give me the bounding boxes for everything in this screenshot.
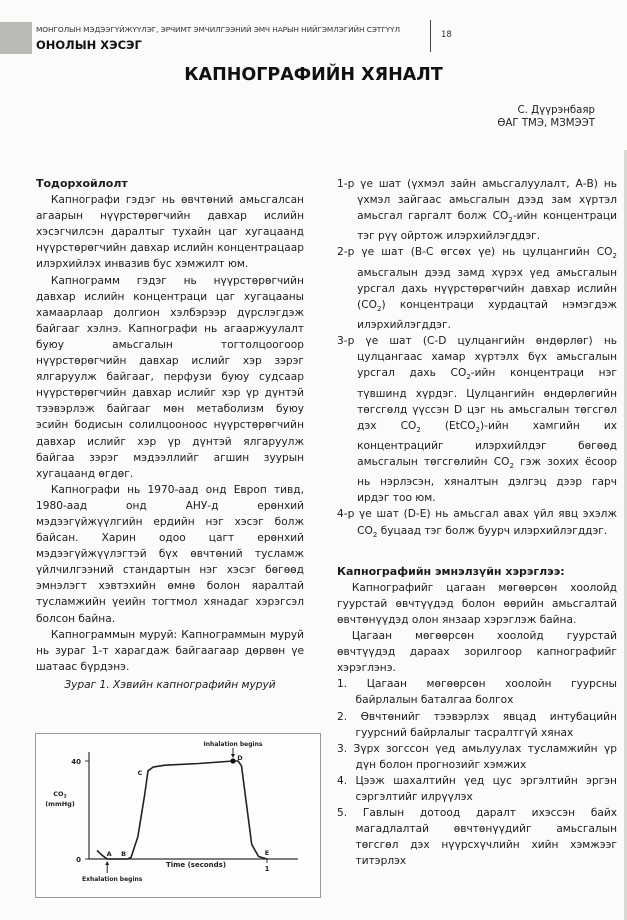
x-axis-label: Time (seconds) — [165, 861, 227, 869]
capnogram-line — [97, 761, 270, 859]
point-label: D — [237, 754, 243, 762]
section-heading-clinical-use: Капнографийн эмнэлзүйн хэрэглээ: — [337, 564, 565, 578]
right-column — [337, 176, 617, 870]
author-affiliation: ӨАГ ТМЭ, МЗМЭЭТ — [497, 118, 595, 129]
clinical-use-item: 1. Цагаан мөгөөрсөн хоолойн гуурсны байрлалын баталгаа болгох — [337, 678, 617, 707]
capnogram-figure — [35, 733, 321, 898]
clinical-use-item: 3. Зүрх зогссон үед амьлуулах тусламжийн үр дүн болон прогнозийг хэмжих — [337, 742, 617, 771]
arrowhead-icon — [231, 754, 235, 758]
article-title: КАПНОГРАФИЙН ХЯНАЛТ — [184, 65, 443, 85]
paragraph: Капнографи гэдэг нь өвчтөний амьсгалсан агаарын нүүрстөрөгчийн давхар ислийн хэсэгчилсэн даралтыг тухайн цаг хугацаанд нүүрстөрөгчийн давхар ислийн концентрацаар илэрхийлэх инвазив бус хэмжилт юм. — [36, 194, 304, 271]
clinical-use-item: 5. Гавлын дотоод даралт ихэссэн байх магадлалтай өвчтөнүүдийг амьсгалын төгсгөл дэх нүүрсхүчлийн хийн хэмжээг титэрлэх — [337, 807, 617, 868]
paragraph: Капнографийг цагаан мөгөөрсөн хоолойд гуурстай өвчтүүдэд болон өөрийн амьсгалтай өвчтөнүүдэд олон янзаар хэрэглэж байна. — [337, 581, 617, 627]
header-divider — [430, 20, 431, 52]
clinical-use-item: 2. Өвчтөнийг тээвэрлэх явцад интубацийн гуурсний байрлалыг тасралтгүй хянах — [337, 710, 617, 739]
annotation-exhalation: Exhalation begins — [82, 876, 143, 883]
paragraph: Капнограмм гэдэг нь нүүрстөрөгчийн давхар ислийн концентраци цаг хугацааны хамаарлаар долгион хэлбэрээр дүрслэгдэж байгааг хэлнэ. Капнографи нь агааржуулалт буюу амьсгалын тогтолцоогоор нүүрстөрөгчийн давхар ислийг хэр зэрэг ялгаруулж байгааг, перфузи буюу судсаар нүүрстөрөгчийн давхар ислийг хэр үр дүнтэй тээвэрлэж байгааг мөн метаболизм буюу эсийн бодисын солилцооноос нүүрстөрөгчийн давхар ислийг хэр үр дүнтэй ялгаруулж байгаа зэрэг мэдээллийг агшин зуурын хугацаанд өгдөг. — [36, 274, 304, 480]
header-grey-block — [0, 22, 32, 54]
section-heading-definition: Тодорхойлолт — [36, 177, 128, 190]
arrowhead-icon — [105, 861, 109, 865]
y-axis-unit: (mmHg) — [45, 800, 75, 808]
y-tick-label: 0 — [76, 856, 81, 864]
author-block — [497, 104, 595, 130]
point-label: C — [137, 768, 143, 777]
paragraph: Капнограммын муруй: Капнограммын муруй нь зураг 1-т харагдаж байгаагаар дөрвөн үе шатаас бүрдэнэ. — [36, 628, 304, 673]
chart-labels — [45, 741, 269, 883]
phase-item: 2-р үе шат (В-С өгсөх үе) нь цулцангийн $СО_2$ амьсгалын дээд замд хүрэх үед амьсгалын урсгал дахь нүүрстөрөгчийн давхар ислийн $(СО_2)$ концентраци хурдацтай нэмэгдэж илэрхийлэгддэг. — [337, 246, 617, 332]
section-name: ОНОЛЫН ХЭСЭГ — [36, 38, 142, 52]
point-d-marker — [230, 758, 235, 763]
phase-item: 3-р үе шат (С-D цулцангийн өндөрлөг) нь цулцангаас хамар хүртэлх бүх амьсгалын урсгал дахь $СО_2$-ийн концентраци нэг түвшинд хүрдэг. Цулцангийн өндөрлөгийн төгсгөлд үүссэн D цэг нь амьсгалын төгсгөл дэх $СО_2$ (EtCO$_2$)-ийн хамгийн их концентрацийг илэрхийлдэг бөгөөд амьсгалын төгсгөлийн $СО_2$ гэж зохих ёсоор нь нэрлэсэн, хяналтын дэлгэц дээр гарч ирдэг тоо юм. — [337, 335, 617, 505]
page-number: 18 — [441, 30, 452, 40]
author-name: С. Дүүрэнбаяр — [517, 105, 595, 116]
annotation-inhalation: Inhalation begins — [203, 741, 263, 748]
phase-item: 1-р үе шат (үхмэл зайн амьсгалуулалт, А-В) нь үхмэл зайгаас амьсгалын дээд зам хүртэл амьсгал гаргалт болж $СО_2$-ийн концентраци тэг рүү ойртож илэрхийлэгддэг. — [337, 178, 617, 243]
capnogram-chart — [36, 734, 320, 897]
y-tick-label: 40 — [71, 758, 81, 766]
point-label: A — [106, 850, 112, 858]
clinical-use-item: 4. Цээж шахалтийн үед цус эргэлтийн эргэн сэргэлтийг илрүүлэх — [337, 774, 617, 804]
y-axis-label: $CO_2$ — [53, 790, 67, 800]
phase-item: 4-р үе шат (D-E) нь амьсгал авах үйл явц эхэлж $СО_2$ буцаад тэг болж буурч илэрхийлэгддэг. — [337, 508, 617, 539]
left-column — [36, 176, 304, 693]
figure-caption: Зураг 1. Хэвийн капнографийн муруй — [64, 678, 276, 691]
x-tick-label: 1 — [264, 865, 270, 873]
paragraph: Капнографи нь 1970-аад онд Европ тивд, 1980-аад онд АНУ-д ерөнхий мэдээгүйжүүлгийн ердийн нэг хэсэг болж байсан. Харин одоо цагт ерөнхий мэдээгүйжүүлэгтэй бүх өвчтөний тусламж үйлчилгээний стандартын нэг хэсэг бөгөөд эмнэлэгт хэвтэхийн өмнө болон яаралтай тусламжийн үеийн тогтмол хянадаг хэрэгсэл болсон байна. — [36, 483, 304, 625]
journal-name: МОНГОЛЫН МЭДЭЭГҮЙЖҮҮЛЭГ, ЭРЧИМТ ЭМЧИЛГЭЭНИЙ ЭМЧ НАРЫН НИЙГЭМЛЭГИЙН СЭТГҮҮЛ — [36, 25, 400, 34]
chart-axes — [85, 752, 298, 863]
phase-list — [337, 176, 617, 543]
clinical-uses-list — [337, 676, 617, 869]
point-label: E — [264, 849, 270, 857]
point-label: B — [121, 850, 127, 858]
paragraph: Цагаан мөгөөрсөн хоолойд гуурстай өвчтүүдэд дараах зорилгоор капнографийг хэрэглэнэ. — [337, 630, 617, 675]
